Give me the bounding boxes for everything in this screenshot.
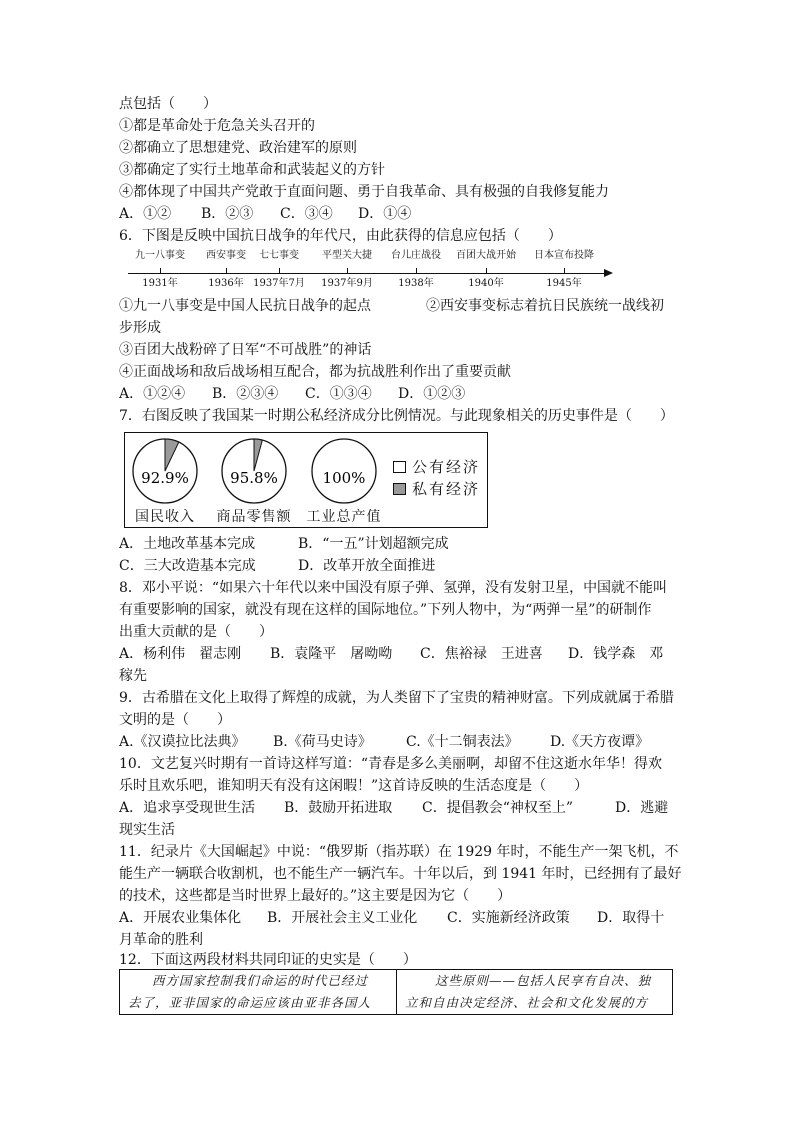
q5-option-b: B．②③ (201, 206, 254, 222)
timeline-year: 1938年 (398, 278, 434, 289)
pie-chart (312, 439, 376, 503)
q6-option-c: C．①③④ (305, 386, 372, 402)
q5-option-d: D．①④ (358, 206, 412, 222)
q9-option-c: C.《十二铜表法》 (406, 734, 519, 750)
timeline-year: 1940年 (468, 278, 504, 289)
q11-stem-2: 能生产一辆联合收割机，也不能生产一辆汽车。十年以后，到 1941 年时，已经拥有了最好 (119, 866, 682, 882)
legend-item-private (393, 480, 480, 498)
q5-option-a: A．①② (119, 206, 172, 222)
pie-percent-label: 95.8% (230, 469, 278, 487)
q8-stem-2: 有重要影响的国家，就没有现在这样的国际地位。”下列人物中，为“两弹一星”的研制作 (119, 602, 652, 618)
material-left-line: 西方国家控制我们命运的时代已经过 (152, 973, 369, 988)
q11-option-b: B．开展社会主义工业化 (267, 910, 418, 926)
q9-option-d: D.《天方夜谭》 (550, 734, 650, 750)
timeline-event: 七七事变 (259, 250, 299, 261)
q8-stem-3: 出重大贡献的是（ ） (119, 624, 273, 640)
timeline-tick (160, 268, 161, 273)
timeline-tick (226, 268, 227, 273)
q11-option-d: D．取得十 (597, 910, 665, 926)
pie-charts (125, 433, 385, 509)
q9-stem-1: 9．古希腊在文化上取得了辉煌的成就，为人类留下了宝贵的精神财富。下列成就属于希腊 (119, 690, 674, 706)
q5-statement-4: ④都体现了中国共产党敢于直面问题、勇于自我革命、具有极强的自我修复能力 (119, 184, 609, 200)
q7-stem: 7．右图反映了我国某一时期公私经济成分比例情况。与此现象相关的历史事件是（ ） (119, 408, 674, 424)
economy-pie-figure (124, 432, 488, 528)
timeline-year: 1945年 (546, 278, 582, 289)
q10-option-d: D．逃避 (615, 800, 669, 816)
timeline-event: 日本宣布投降 (534, 250, 594, 261)
q10-option-d-cont: 现实生活 (119, 822, 175, 838)
q10-option-b: B．鼓励开拓进取 (284, 800, 393, 816)
q6-option-b: B．②③④ (212, 386, 279, 402)
q8-option-a: A．杨利伟 翟志刚 (119, 646, 242, 662)
q9-option-b: B.《荷马史诗》 (273, 734, 372, 750)
timeline-tick (416, 268, 417, 273)
pie-percent-label: 100% (322, 469, 366, 487)
q9-stem-2: 文明的是（ ） (119, 712, 231, 728)
legend-item-public (393, 458, 480, 476)
timeline-arrow-icon (604, 269, 613, 277)
timeline-year: 1937年7月 (253, 278, 305, 289)
q6-statement-4: ④正面战场和敌后战场相互配合，都为抗战胜利作出了重要贡献 (119, 364, 511, 380)
q7-option-c: C．三大改造基本完成 (119, 558, 256, 574)
q6-option-a: A．①②④ (119, 386, 186, 402)
q7-option-a: A．土地改革基本完成 (119, 536, 256, 552)
q8-option-c: C．焦裕禄 王进喜 (420, 646, 543, 662)
timeline-event: 百团大战开始 (456, 250, 516, 261)
q5-statement-1: ①都是革命处于危急关头召开的 (119, 118, 315, 134)
timeline-axis (128, 273, 606, 274)
q6-statement-3: ③百团大战粉碎了日军“不可战胜”的神话 (119, 342, 372, 358)
q8-option-d: D．钱学森 邓 (568, 646, 664, 662)
material-left-line: 去了，亚非国家的命运应该由亚非各国人 (128, 995, 372, 1010)
timeline-year: 1931年 (142, 278, 178, 289)
timeline-event: 台儿庄战役 (391, 250, 441, 261)
pie-caption: 国民收入 (135, 509, 195, 525)
q8-option-d-cont: 稼先 (119, 668, 147, 684)
timeline-event: 平型关大捷 (322, 250, 372, 261)
timeline-tick (564, 268, 565, 273)
q11-option-a: A．开展农业集体化 (119, 910, 242, 926)
q5-statement-2: ②都确立了思想建党、政治建军的原则 (119, 140, 357, 156)
pie-chart (133, 439, 197, 503)
q5-option-c: C．③④ (280, 206, 333, 222)
q5-stem-tail: 点包括（ ） (119, 96, 217, 112)
q10-stem-2: 乐时且欢乐吧，谁知明天有没有这闲暇！”这首诗反映的生活态度是（ ） (119, 778, 589, 794)
q5-statement-3: ③都确定了实行土地革命和武装起义的方针 (119, 162, 385, 178)
q8-stem-1: 8．邓小平说：“如果六十年代以来中国没有原子弹、氢弹，没有发射卫星，中国就不能叫 (119, 580, 668, 596)
legend-swatch-public (393, 461, 406, 473)
material-right-line: 立和自由决定经济、社会和文化发展的方 (405, 995, 649, 1010)
q11-stem-1: 11．纪录片《大国崛起》中说：“俄罗斯（指苏联）在 1929 年时，不能生产一架飞机，不 (119, 844, 679, 860)
timeline-tick (279, 268, 280, 273)
q6-stem: 6．下图是反映中国抗日战争的年代尺，由此获得的信息应包括（ ） (119, 228, 562, 244)
q7-option-d: D．改革开放全面推进 (298, 558, 436, 574)
material-table (119, 969, 673, 1015)
q10-option-c: C．提倡教会“神权至上” (422, 800, 574, 816)
q10-stem-1: 10．文艺复兴时期有一首诗这样写道：“青春是多么美丽啊，却留不住这逝水年华！得欢 (119, 756, 662, 772)
q6-option-d: D．①②③ (398, 386, 466, 402)
q11-option-d-cont: 月革命的胜利 (119, 932, 203, 948)
timeline-event: 西安事变 (206, 250, 246, 261)
q7-option-b: B．“一五”计划超额完成 (298, 536, 449, 552)
q9-option-a: A.《汉谟拉比法典》 (119, 734, 246, 750)
pie-caption: 商品零售额 (216, 509, 292, 525)
material-left-cell (120, 970, 396, 1014)
q11-stem-3: 的技术，这些都是当时世界上最好的。”这主要是因为它（ ） (119, 888, 512, 904)
pie-caption: 工业总产值 (306, 509, 382, 525)
timeline-year: 1936年 (208, 278, 244, 289)
pie-percent-label: 92.9% (141, 469, 189, 487)
q10-option-a: A．追求享受现世生活 (119, 800, 256, 816)
legend-label: 公有经济 (412, 458, 481, 476)
war-timeline (128, 248, 618, 296)
material-right-line: 这些原则——包括人民享有自决、独 (435, 973, 652, 988)
timeline-year: 1937年9月 (321, 278, 373, 289)
material-right-cell (397, 970, 673, 1014)
legend-swatch-private (393, 483, 406, 495)
q12-stem: 12．下面这两段材料共同印证的史实是（ ） (119, 952, 417, 968)
timeline-tick (486, 268, 487, 273)
q6-statement-2-cont: 步形成 (119, 320, 161, 336)
legend-label: 私有经济 (412, 480, 481, 498)
q8-option-b: B．袁隆平 屠呦呦 (270, 646, 393, 662)
q11-option-c: C．实施新经济政策 (447, 910, 570, 926)
q6-statement-2: ②西安事变标志着抗日民族统一战线初 (426, 298, 664, 314)
timeline-event: 九一八事变 (135, 250, 185, 261)
timeline-tick (347, 268, 348, 273)
q6-statement-1: ①九一八事变是中国人民抗日战争的起点 (119, 298, 371, 314)
pie-chart (222, 439, 286, 503)
